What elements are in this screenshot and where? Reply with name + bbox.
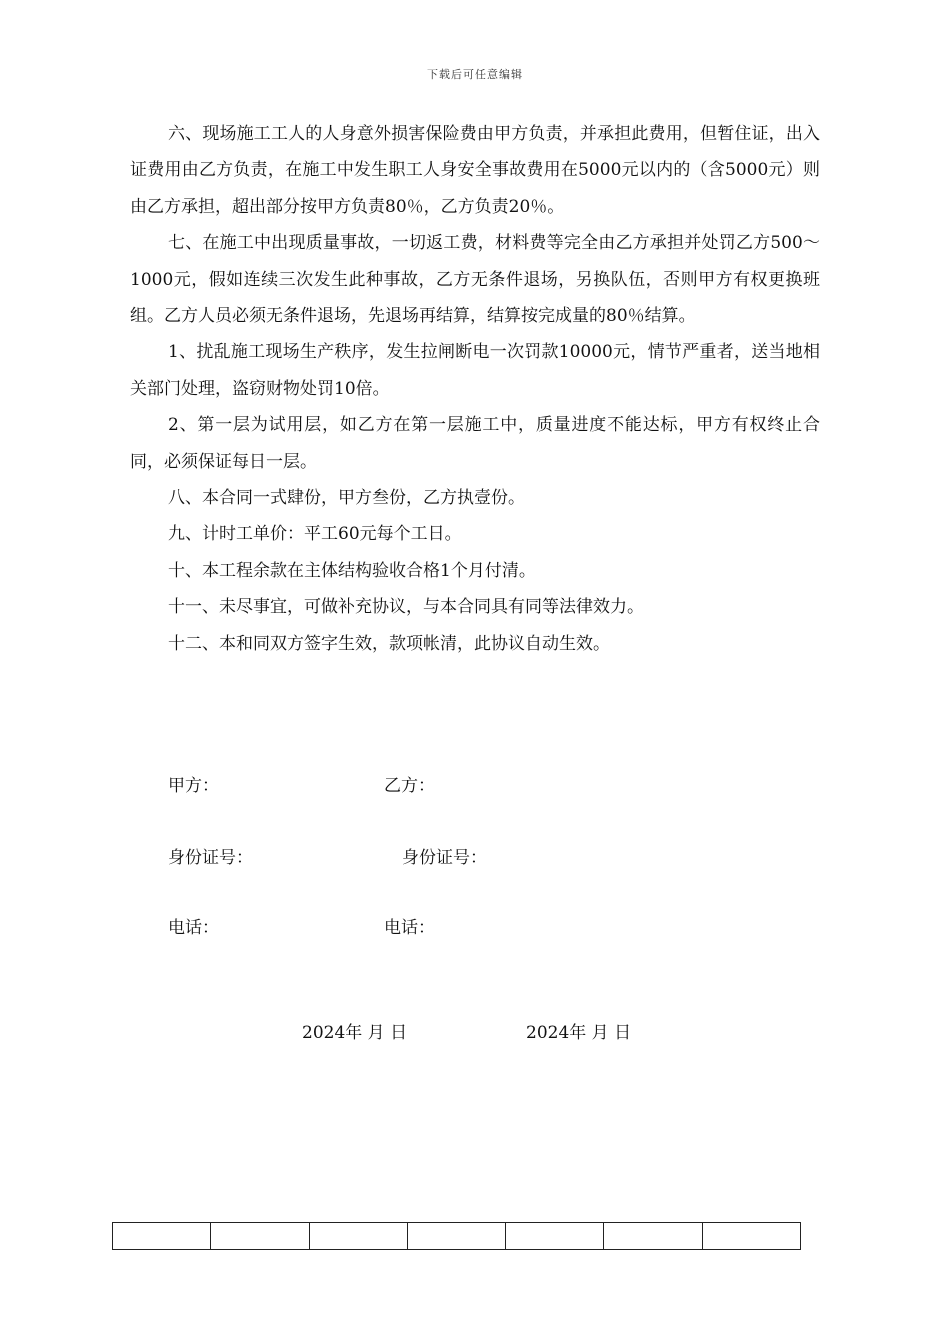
clause-11: 十一、未尽事宜，可做补充协议，与本合同具有同等法律效力。 <box>168 597 644 618</box>
party-b-phone-label: 电话： <box>384 918 435 938</box>
party-b-label: 乙方： <box>384 776 435 796</box>
footer-table-cell <box>407 1223 505 1250</box>
footer-table-cell <box>113 1223 211 1250</box>
party-a-phone-label: 电话： <box>168 918 219 938</box>
clause-7-item-1: 1、扰乱施工现场生产秩序，发生拉闸断电一次罚款10000元，情节严重者，送当地相关部门处理，盗窃财物处罚10倍。 <box>130 342 820 399</box>
footer-table-row <box>113 1223 801 1250</box>
footer-table-cell <box>211 1223 309 1250</box>
footer-table-cell <box>506 1223 604 1250</box>
clause-12: 十二、本和同双方签字生效，款项帐清，此协议自动生效。 <box>168 633 610 654</box>
footer-table-cell <box>309 1223 407 1250</box>
footer-table-cell <box>604 1223 702 1250</box>
party-a-id-label: 身份证号： <box>168 848 253 868</box>
clause-7-item-2: 2、第一层为试用层，如乙方在第一层施工中，质量进度不能达标，甲方有权终止合同，必须保证每日一层。 <box>130 415 820 472</box>
clause-10: 十、本工程余款在主体结构验收合格1个月付清。 <box>168 560 536 581</box>
footer-table <box>112 1222 801 1250</box>
contract-body <box>130 116 820 662</box>
page-header-note: 下载后可任意编辑 <box>427 68 523 81</box>
footer-table-cell <box>702 1223 800 1250</box>
party-a-date: 2024年 月 日 <box>302 1023 408 1043</box>
clause-8: 八、本合同一式肆份，甲方叁份，乙方执壹份。 <box>168 488 525 509</box>
party-a-label: 甲方： <box>168 776 219 796</box>
clause-7: 七、在施工中出现质量事故，一切返工费，材料费等完全由乙方承担并处罚乙方500～1000元，假如连续三次发生此种事故，乙方无条件退场，另换队伍，否则甲方有权更换班组。乙方人员必须无条件退场，先退场再结算，结算按完成量的80％结算。 <box>130 233 820 327</box>
party-b-date: 2024年 月 日 <box>526 1023 632 1043</box>
clause-6: 六、现场施工工人的人身意外损害保险费由甲方负责，并承担此费用，但暂住证，出入证费用由乙方负责，在施工中发生职工人身安全事故费用在5000元以内的（含5000元）则由乙方承担，超出部分按甲方负责80％，乙方负责20％。 <box>130 124 820 217</box>
party-b-id-label: 身份证号： <box>402 848 487 868</box>
clause-9: 九、计时工单价：平工60元每个工日。 <box>168 524 462 545</box>
